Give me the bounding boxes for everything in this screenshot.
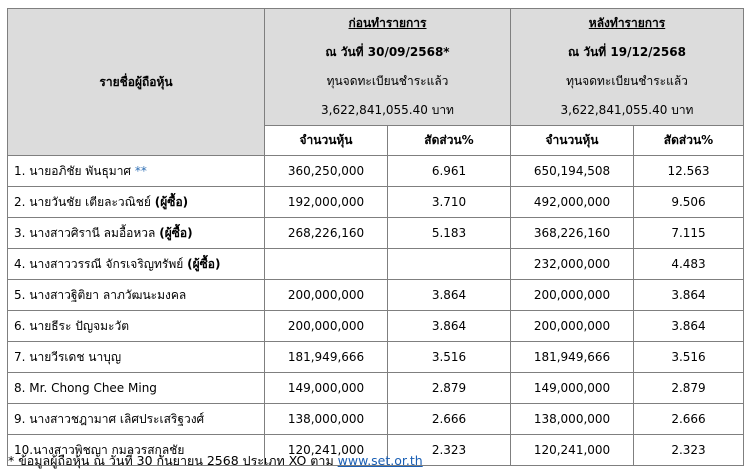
after-shares-cell: 120,241,000 <box>511 435 634 466</box>
shareholder-name: 4. นางสาววรรณี จักรเจริญทรัพย์ <box>14 256 184 271</box>
before-shares-cell <box>265 249 388 280</box>
footnote <box>8 451 423 471</box>
table-row <box>8 311 744 342</box>
table-row <box>8 280 744 311</box>
before-shares-cell: 360,250,000 <box>265 156 388 187</box>
before-date: ณ วันที่ 30/09/2568* <box>325 45 450 59</box>
table-row <box>8 404 744 435</box>
shareholder-name-cell <box>8 280 265 311</box>
after-ratio-cell: 9.506 <box>634 187 744 218</box>
after-date: ณ วันที่ 19/12/2568 <box>568 45 686 59</box>
shareholder-name: 6. นายธีระ ปัญจมะวัต <box>14 318 130 333</box>
before-ratio-cell: 3.864 <box>388 311 511 342</box>
after-shares-cell: 200,000,000 <box>511 280 634 311</box>
before-ratio-cell: 3.710 <box>388 187 511 218</box>
shareholder-name: 9. นางสาวชฎามาศ เลิศประเสริฐวงศ์ <box>14 411 205 426</box>
shareholder-name-cell <box>8 311 265 342</box>
before-ratio-cell <box>388 249 511 280</box>
before-ratio-cell: 3.864 <box>388 280 511 311</box>
before-ratio-cell: 2.323 <box>388 435 511 466</box>
table-row <box>8 218 744 249</box>
shareholder-name-cell <box>8 218 265 249</box>
before-ratio-cell: 3.516 <box>388 342 511 373</box>
after-shares-cell: 181,949,666 <box>511 342 634 373</box>
shareholder-name: 1. นายอภิชัย พันธุมาศ <box>14 163 132 178</box>
before-ratio-cell: 2.666 <box>388 404 511 435</box>
after-shares-cell: 200,000,000 <box>511 311 634 342</box>
after-capital-value: 3,622,841,055.40 บาท <box>560 103 694 117</box>
shareholder-mark: ** <box>134 163 147 178</box>
shareholder-name: 2. นายวันชัย เตียละวณิชย์ <box>14 194 151 209</box>
after-shares-cell: 368,226,160 <box>511 218 634 249</box>
table-row <box>8 249 744 280</box>
after-ratio-cell: 2.666 <box>634 404 744 435</box>
set-website-link[interactable]: www.set.or.th <box>337 453 423 468</box>
after-shares-cell: 149,000,000 <box>511 373 634 404</box>
shareholder-name-cell <box>8 373 265 404</box>
after-shares-cell: 138,000,000 <box>511 404 634 435</box>
buyer-tag: (ผู้ซื้อ) <box>159 225 193 240</box>
after-ratio-cell: 4.483 <box>634 249 744 280</box>
after-ratio-cell: 7.115 <box>634 218 744 249</box>
before-ratio-cell: 2.879 <box>388 373 511 404</box>
shareholder-table <box>7 8 744 466</box>
before-shares-cell: 120,241,000 <box>265 435 388 466</box>
before-capital-value: 3,622,841,055.40 บาท <box>321 103 454 117</box>
buyer-tag: (ผู้ซื้อ) <box>154 194 189 209</box>
after-ratio-cell: 3.864 <box>634 311 744 342</box>
shareholder-name-cell <box>8 187 265 218</box>
after-shares-header: จำนวนหุ้น <box>511 126 634 156</box>
table-body <box>8 156 744 466</box>
before-shares-cell: 138,000,000 <box>265 404 388 435</box>
after-ratio-cell: 3.516 <box>634 342 744 373</box>
shareholder-name-cell <box>8 404 265 435</box>
before-shares-header: จำนวนหุ้น <box>265 126 388 156</box>
after-period-header <box>511 9 744 126</box>
table-row <box>8 187 744 218</box>
shareholder-name: 10.นางสาวพิชญา กมลวรสกุลชัย <box>14 442 185 457</box>
before-shares-cell: 181,949,666 <box>265 342 388 373</box>
footnote-text: * ข้อมูลผู้ถือหุ้น ณ วันที่ 30 กันยายน 2568 ประเภท XO ตาม <box>8 453 338 468</box>
buyer-tag: (ผู้ซื้อ) <box>187 256 221 271</box>
shareholder-name-cell <box>8 156 265 187</box>
table-row <box>8 156 744 187</box>
after-ratio-cell: 2.323 <box>634 435 744 466</box>
after-ratio-cell: 2.879 <box>634 373 744 404</box>
before-capital-label: ทุนจดทะเบียนชำระแล้ว <box>326 74 449 88</box>
table-header-row <box>8 9 744 126</box>
shareholder-name: 5. นางสาวฐิติยา ลาภวัฒนะมงคล <box>14 287 187 302</box>
shareholder-name-cell <box>8 249 265 280</box>
after-ratio-cell: 12.563 <box>634 156 744 187</box>
before-ratio-header: สัดส่วน% <box>388 126 511 156</box>
after-shares-cell: 232,000,000 <box>511 249 634 280</box>
before-shares-cell: 192,000,000 <box>265 187 388 218</box>
after-ratio-cell: 3.864 <box>634 280 744 311</box>
after-shares-cell: 650,194,508 <box>511 156 634 187</box>
before-shares-cell: 200,000,000 <box>265 280 388 311</box>
table-row <box>8 373 744 404</box>
shareholder-name-cell <box>8 342 265 373</box>
after-ratio-header: สัดส่วน% <box>634 126 744 156</box>
before-shares-cell: 268,226,160 <box>265 218 388 249</box>
table-row <box>8 342 744 373</box>
after-shares-cell: 492,000,000 <box>511 187 634 218</box>
shareholder-name: 7. นายวีรเดช นาบุญ <box>14 349 122 364</box>
before-period-header <box>265 9 511 126</box>
after-capital-label: ทุนจดทะเบียนชำระแล้ว <box>566 74 688 88</box>
before-shares-cell: 200,000,000 <box>265 311 388 342</box>
before-title: ก่อนทำรายการ <box>348 16 427 30</box>
before-ratio-cell: 5.183 <box>388 218 511 249</box>
shareholder-name-header: รายชื่อผู้ถือหุ้น <box>8 9 265 156</box>
shareholder-name: 8. Mr. Chong Chee Ming <box>14 381 157 395</box>
before-ratio-cell: 6.961 <box>388 156 511 187</box>
before-shares-cell: 149,000,000 <box>265 373 388 404</box>
shareholder-name: 3. นางสาวศิรานี ลมอื้อหวล <box>14 225 156 240</box>
after-title: หลังทำรายการ <box>588 16 666 30</box>
